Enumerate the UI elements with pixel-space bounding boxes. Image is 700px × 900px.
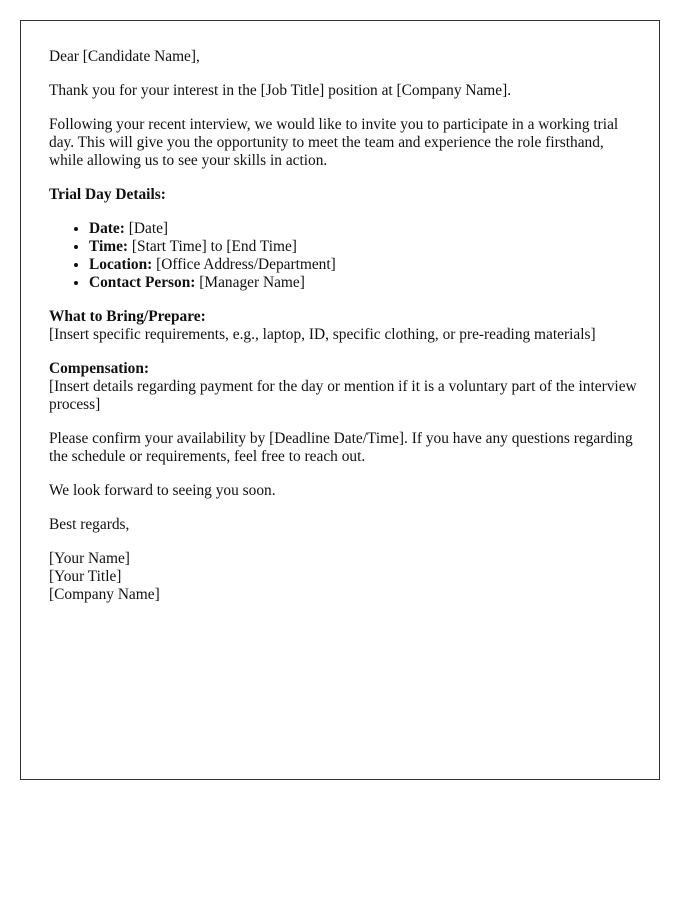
detail-label: Time: [89, 238, 129, 255]
letter-body [49, 48, 639, 604]
detail-label: Location: [89, 256, 153, 273]
sign-off: Best regards, [49, 516, 130, 533]
detail-label: Date: [89, 220, 125, 237]
signature-title: [Your Title] [49, 568, 122, 585]
detail-value: [Manager Name] [195, 274, 305, 291]
detail-value: [Date] [124, 220, 169, 237]
detail-contact-person [89, 274, 639, 292]
signature-block [49, 550, 639, 604]
detail-time [89, 238, 639, 256]
letter-page [20, 20, 660, 780]
bring-text: [Insert specific requirements, e.g., laptop, ID, specific clothing, or pre-reading materials] [49, 326, 596, 343]
details-heading: Trial Day Details: [49, 186, 166, 203]
intro-paragraph: Thank you for your interest in the [Job Title] position at [Company Name]. [49, 82, 512, 99]
invite-paragraph: Following your recent interview, we would like to invite you to participate in a working trial day. This will give you the opportunity to meet the team and experience the role firsthand, while allowing us to see your skills in action. [49, 116, 619, 169]
signature-name: [Your Name] [49, 550, 130, 567]
detail-location [89, 256, 639, 274]
details-list [49, 220, 639, 292]
compensation-text: [Insert details regarding payment for the day or mention if it is a voluntary part of the interview process] [49, 378, 637, 413]
signature-company: [Company Name] [49, 586, 160, 603]
salutation: Dear [Candidate Name], [49, 48, 200, 65]
detail-value: [Office Address/Department] [152, 256, 336, 273]
bring-heading: What to Bring/Prepare: [49, 308, 206, 325]
compensation-section [49, 360, 639, 414]
closing-line: We look forward to seeing you soon. [49, 482, 276, 499]
detail-date [89, 220, 639, 238]
detail-value: [Start Time] to [End Time] [128, 238, 297, 255]
confirm-paragraph: Please confirm your availability by [Deadline Date/Time]. If you have any questions regarding the schedule or requirements, feel free to reach out. [49, 430, 633, 465]
detail-label: Contact Person: [89, 274, 196, 291]
bring-section [49, 308, 639, 344]
compensation-heading: Compensation: [49, 360, 150, 377]
